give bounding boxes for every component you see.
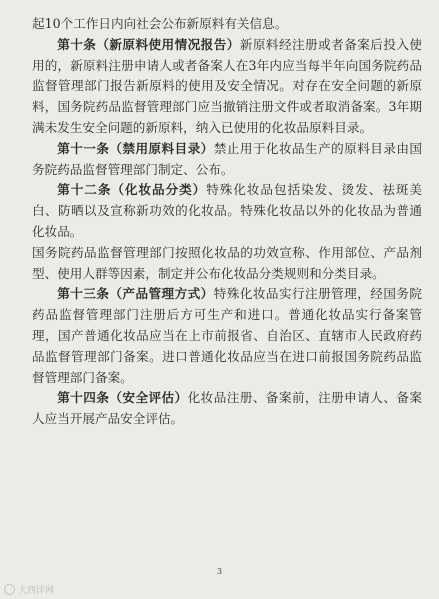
article-13-heading: 第十三条（产品管理方式） [57, 286, 214, 302]
classification-rules-text: 国务院药品监督管理部门按照化妆品的功效宣称、作用部位、产品剂型、使用人群等因素，制定并公布化妆品分类规则和分类目录。 [32, 244, 422, 281]
paragraph-article-11 [32, 139, 422, 181]
paragraph-1 [32, 14, 422, 35]
paragraph-article-14 [32, 388, 422, 430]
article-11-heading: 第十一条（禁用原料目录） [57, 140, 214, 156]
article-14-text: 化妆品注册、备案前，注册申请人、备案人应当开展产品安全评估。 [32, 390, 423, 427]
article-10-heading: 第十条（新原料使用情况报告） [57, 36, 240, 52]
paragraph-article-13 [32, 284, 422, 388]
article-14-heading: 第十四条（安全评估） [57, 390, 188, 406]
article-12-heading: 第十二条（化妆品分类） [57, 182, 207, 198]
paragraph-1-text: 起10个工作日内向社会公布新原料有关信息。 [32, 16, 288, 31]
article-13-text: 特殊化妆品实行注册管理，经国务院药品监督管理部门注册后方可生产和进口。普通化妆品实行备案管理，国产普通化妆品应当在上市前报省、自治区、直辖市人民政府药品监督管理部门备案。进口普通化妆品应当在进口前报国务院药品监督管理部门备案。 [32, 286, 423, 385]
paragraph-classification-rules [32, 243, 422, 285]
page-number: 3 [216, 567, 223, 576]
document-body [32, 14, 422, 430]
paragraph-article-10 [32, 35, 422, 139]
paragraph-article-12 [32, 180, 422, 242]
weibo-logo-icon [4, 584, 15, 595]
watermark [4, 582, 54, 596]
article-12-text: 特殊化妆品包括染发、烫发、祛斑美白、防晒以及宣称新功效的化妆品。特殊化妆品以外的化妆品为普通化妆品。 [32, 182, 422, 239]
article-10-text: 新原料经注册或者备案后投入使用的，新原料注册申请人或者备案人在3年内应当每半年向国务院药品监督管理部门报告新原料的使用及安全情况。对存在安全问题的新原料，国务院药品监督管理部门应当撤销注册文件或者取消备案。3年期满未发生安全问题的新原料，纳入已使用的化妆品原料目录。 [32, 36, 423, 135]
article-11-text: 禁止用于化妆品生产的原料目录由国务院药品监督管理部门制定、公布。 [32, 140, 423, 177]
watermark-text: 大西洋网 [18, 585, 55, 596]
